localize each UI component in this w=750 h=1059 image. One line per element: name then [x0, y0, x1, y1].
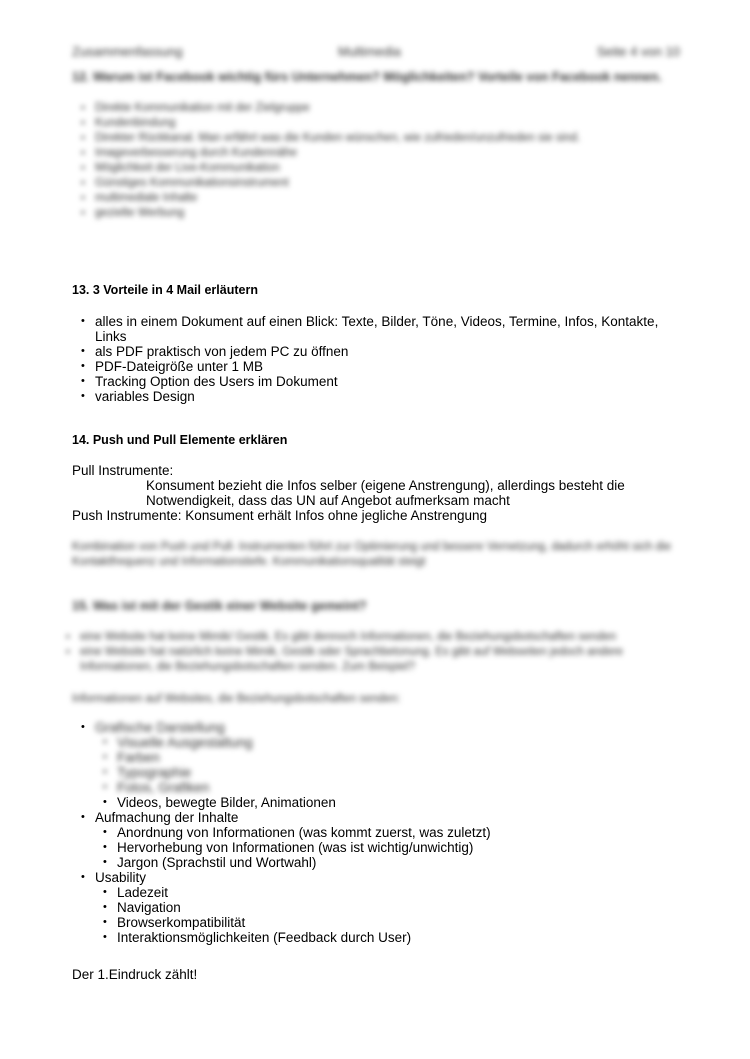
aufmachung-list	[95, 825, 680, 870]
push-text: Push Instrumente: Konsument erhält Infos ohne jegliche Anstrengung	[72, 508, 488, 523]
list-item: • Farben	[117, 750, 680, 765]
list-item: • eine Website hat keine Mimik/ Gestik. Es gibt dennoch Informationen, die Beziehungsbotschaften senden	[80, 630, 680, 645]
list-item: • gezielte Werbung	[95, 206, 680, 221]
page-header	[72, 44, 680, 62]
list-item	[95, 720, 680, 810]
header-right: Seite 4 von 10	[596, 44, 680, 59]
list-item: • Browserkompatibilität	[117, 915, 680, 930]
section-12-title: 12. Warum ist Facebook wichtig fürs Unternehmen? Möglichkeiten? Vorteile von Facebook nennen.	[72, 70, 662, 84]
section-14	[72, 433, 680, 523]
section-13-title: 13. 3 Vorteile in 4 Mail erläutern	[72, 283, 258, 297]
header-center: Multimedia	[338, 44, 401, 59]
list-item: • Günstiges Kommunikationsinstrument	[95, 176, 680, 191]
list-item: • Möglichkeit der Live-Kommunikation	[95, 161, 680, 176]
grafische-label: Grafische Darstellung	[95, 720, 225, 735]
aufmachung-label: Aufmachung der Inhalte	[95, 810, 239, 825]
list-item: • Interaktionsmöglichkeiten (Feedback durch User)	[117, 930, 680, 945]
list-item: • variables Design	[95, 389, 680, 404]
section-15-top	[72, 599, 680, 707]
list-item	[95, 810, 680, 870]
list-item: • Kundenbindung	[95, 116, 680, 131]
usability-label: Usability	[95, 870, 147, 885]
pull-label: Pull Instrumente:	[72, 463, 174, 478]
section-14-title: 14. Push und Pull Elemente erklären	[72, 433, 288, 447]
list-item: • Jargon (Sprachstil und Wortwahl)	[117, 855, 680, 870]
info-intro: Informationen auf Websites, die Beziehungsbotschaften senden:	[72, 693, 401, 705]
list-item: • Navigation	[117, 900, 680, 915]
grafische-list	[95, 735, 680, 810]
section-15-list	[72, 630, 680, 675]
list-item: • eine Website hat natürlich keine Mimik, Gestik oder Sprachbetonung. Es gibt auf Webseiten jedoch andere Informationen, die Beziehungsbotschaften senden. Zum Beispiel?	[80, 645, 680, 675]
pull-text: Konsument bezieht die Infos selber (eigene Anstrengung), allerdings besteht die Notwendigkeit, dass das UN auf Angebot aufmerksam macht	[146, 478, 625, 508]
list-item: • Direkter Rückkanal. Man erfährt was die Kunden wünschen, wie zufrieden/unzufrieden sie sind.	[95, 131, 680, 146]
section-12-list	[72, 101, 680, 221]
list-item: • alles in einem Dokument auf einen Blick: Texte, Bilder, Töne, Videos, Termine, Infos, Kontakte, Links	[95, 314, 680, 344]
list-item: • als PDF praktisch von jedem PC zu öffnen	[95, 344, 680, 359]
list-item: • PDF-Dateigröße unter 1 MB	[95, 359, 680, 374]
section-14-summary	[72, 540, 680, 570]
list-item: • Direkte Kommunikation mit der Zielgruppe	[95, 101, 680, 116]
list-item: • multimediale Inhalte	[95, 191, 680, 206]
summary-paragraph: Kombination von Push und Pull- Instrumenten führt zur Optimierung und bessere Vernetzung, dadurch erhöht sich die Kontaktfrequenz und Informationstiefe. Kommunikationsqualität steigt	[72, 541, 671, 568]
list-item: • Ladezeit	[117, 885, 680, 900]
section-13-list	[72, 314, 680, 404]
list-item: • Hervorhebung von Informationen (was ist wichtig/unwichtig)	[117, 840, 680, 855]
list-item: • Fotos, Grafiken	[117, 780, 680, 795]
usability-list	[95, 885, 680, 945]
header-left: Zusammenfassung	[72, 44, 183, 59]
section-15-details	[72, 720, 680, 982]
list-item: • Imageverbesserung durch Kundennähe	[95, 146, 680, 161]
closing-text: Der 1.Eindruck zählt!	[72, 967, 198, 982]
section-12	[72, 70, 680, 221]
list-item: • Typographie	[117, 765, 680, 780]
section-15-title: 15. Was ist mit der Gestik einer Website gemeint?	[72, 599, 367, 613]
list-item: • Videos, bewegte Bilder, Animationen	[117, 795, 680, 810]
list-item	[95, 870, 680, 945]
list-item: • Anordnung von Informationen (was kommt zuerst, was zuletzt)	[117, 825, 680, 840]
section-13	[72, 283, 680, 404]
list-item: • Tracking Option des Users im Dokument	[95, 374, 680, 389]
list-item: • Visuelle Ausgestaltung	[117, 735, 680, 750]
website-info-list	[72, 720, 680, 945]
